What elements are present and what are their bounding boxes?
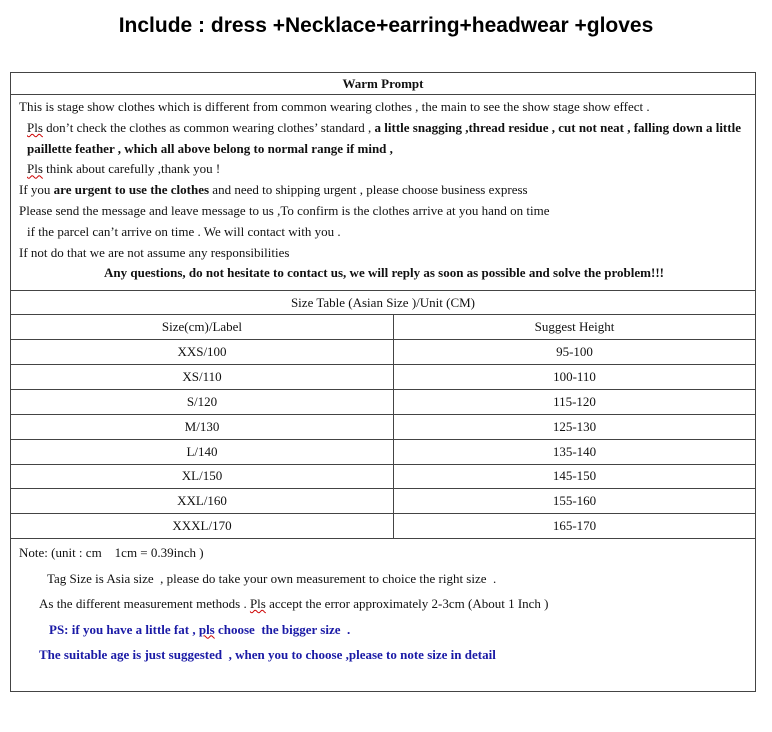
note-unit: Note: (unit : cm 1cm = 0.39inch ) [19,545,204,561]
height-cell: 145-150 [394,464,756,489]
table-row [11,389,755,414]
table-row [11,340,755,365]
prompt-line: Please send the message and leave message to us ,To confirm is the clothes arrive at you hand on time [19,202,550,218]
size-label-cell: L/140 [11,439,394,464]
height-cell: 100-110 [394,364,756,389]
height-cell: 115-120 [394,389,756,414]
size-label-cell: XXL/160 [11,489,394,514]
size-table-title: Size Table (Asian Size )/Unit (CM) [11,291,755,315]
headline: Include : dress +Necklace+earring+headwear +gloves [118,14,654,37]
table-header-cell: Size(cm)/Label [11,315,394,339]
prompt-line: Any questions, do not hesitate to contact us, we will reply as soon as possible and solve the problem!!! [103,265,664,281]
size-label-cell: XXS/100 [11,340,394,365]
note-ps: PS: if you have a little fat , pls choose the bigger size . [49,621,351,637]
note-age: The suitable age is just suggested , when you to choose ,please to note size in detail [39,647,496,663]
notes-section [11,539,755,691]
size-label-cell: S/120 [11,389,394,414]
prompt-line: This is stage show clothes which is different from common wearing clothes , the main to see the show stage show effect . [19,99,650,114]
table-row [11,414,755,439]
table-row [11,489,755,514]
warm-prompt-section [11,73,755,291]
table-row [11,464,755,489]
prompt-line: If you are urgent to use the clothes and need to shipping urgent , please choose business express [19,182,528,198]
size-label-cell: XL/150 [11,464,394,489]
table-row [11,364,755,389]
size-table [11,315,755,538]
warm-prompt-body [11,95,755,290]
prompt-line: if the parcel can’t arrive on time . We will contact with you . [27,223,341,239]
size-label-cell: XXXL/170 [11,514,394,538]
size-table-section [11,291,755,539]
info-sheet [10,72,756,692]
height-cell: 125-130 [394,414,756,439]
height-cell: 95-100 [394,340,756,365]
table-row [11,439,755,464]
table-row [11,514,755,538]
prompt-line: Pls don’t check the clothes as common wearing clothes’ standard , a little snagging ,thread residue , cut not neat , falling down a little paillette feather , which all above belong to normal range if mind , [27,119,741,156]
table-header-row [11,315,755,339]
note-tag: Tag Size is Asia size , please do take your own measurement to choice the right size . [47,570,497,586]
height-cell: 155-160 [394,489,756,514]
warm-prompt-title: Warm Prompt [11,73,755,95]
prompt-line: If not do that we are not assume any responsibilities [19,244,290,260]
size-label-cell: XS/110 [11,364,394,389]
height-cell: 165-170 [552,518,597,534]
note-method: As the different measurement methods . Pls accept the error approximately 2-3cm (About 1 Inch ) [39,596,549,612]
size-label-cell: M/130 [11,414,394,439]
prompt-line: Pls think about carefully ,thank you ! [27,161,221,177]
table-header-cell: Suggest Height [394,315,756,339]
height-cell: 135-140 [394,439,756,464]
